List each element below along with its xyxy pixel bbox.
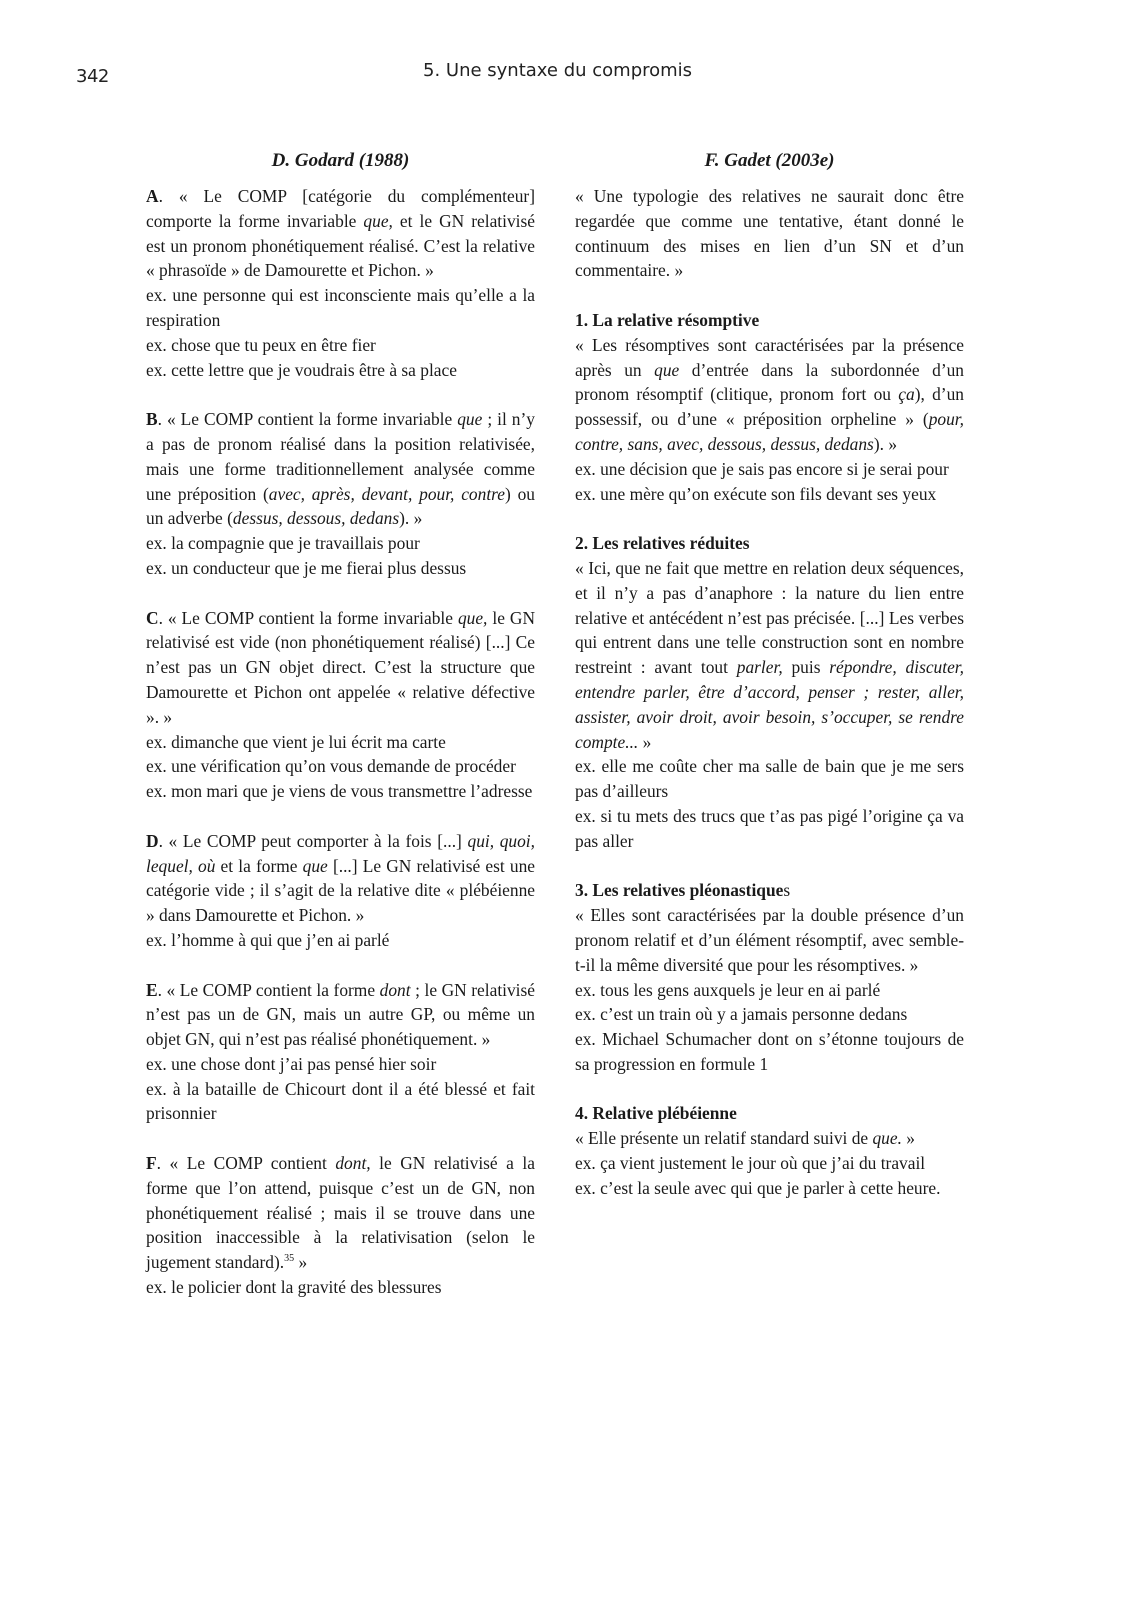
section-c xyxy=(146,606,535,804)
example-line: ex. elle me coûte cher ma salle de bain que je me sers pas d’ailleurs xyxy=(575,756,964,802)
quote-text: . « Le COMP [catégorie du complémenteur] comporte la forme invariable xyxy=(146,186,535,231)
section-heading xyxy=(575,878,964,903)
quote-text: ). » xyxy=(873,433,898,454)
heading-text: 2. Les relatives réduites xyxy=(575,533,750,554)
italic-term: ça xyxy=(898,384,915,405)
example-line: ex. l’homme à qui que j’en ai parlé xyxy=(146,929,390,950)
section-letter: B xyxy=(146,409,158,430)
quote-text: . « Le COMP peut comporter à la fois [...] xyxy=(158,830,468,851)
example-line: ex. chose que tu peux en être fier xyxy=(146,334,376,355)
quote-text: et la forme xyxy=(215,855,303,876)
heading-text: 3. Les relatives pléonastique xyxy=(575,880,784,901)
example-line: ex. Michael Schumacher dont on s’étonne toujours de sa progression en formule 1 xyxy=(575,1029,964,1074)
quote-text: ). » xyxy=(399,508,423,529)
section-2 xyxy=(575,531,964,853)
section-1 xyxy=(575,308,964,506)
intro-quote: « Une typologie des relatives ne saurait donc être regardée que comme une tentative, étant donné le continuum des mises en lien d’un SN et d’un commentaire. » xyxy=(575,186,964,281)
section-quote xyxy=(146,184,535,283)
section-heading xyxy=(575,531,964,556)
section-letter: A xyxy=(146,186,159,206)
section-letter: F xyxy=(146,1153,157,1174)
example-line: ex. mon mari que je viens de vous transmettre l’adresse xyxy=(146,781,533,802)
quote-text: « Elles sont caractérisées par la double présence d’un pronom relatif et d’un élément résomptif, avec semble-t-il la même diversité que pour les résomptives. » xyxy=(575,905,964,975)
godard-sections xyxy=(146,184,535,1300)
example-line: ex. dimanche que vient je lui écrit ma carte xyxy=(146,731,446,752)
italic-term: dont, xyxy=(335,1153,371,1174)
italic-term: que, xyxy=(363,210,393,231)
example-line: ex. à la bataille de Chicourt dont il a été blessé et fait prisonnier xyxy=(146,1078,535,1124)
example-line: ex. c’est un train où y a jamais personne dedans xyxy=(575,1004,908,1025)
section-heading xyxy=(575,308,964,333)
example-line: ex. une vérification qu’on vous demande de procéder xyxy=(146,756,516,777)
chapter-title: 5. Une syntaxe du compromis xyxy=(423,60,693,81)
example-line: ex. une personne qui est inconsciente mais qu’elle a la respiration xyxy=(146,285,535,330)
section-a xyxy=(146,184,535,382)
quote-text: ; le GN relativisé n’est pas un de GN, mais un autre GP, ou même un objet GN, qui n’est pas réalisé phonétiquement. » xyxy=(146,979,535,1050)
gadet-sections xyxy=(575,308,964,1201)
quote-text: » xyxy=(638,731,652,752)
footnote-ref[interactable]: 35 xyxy=(284,1253,295,1265)
quote-text: le GN relativisé a la forme que l’on attend, puisque c’est un de GN, non phonétiquement réalisé ; mais il se trouve dans une position inaccessible à la relativisation (selon le jugement standard). xyxy=(146,1153,535,1273)
quote-text: « Ici, que ne fait que mettre en relation deux séquences, et il n’y a pas d’anaphore : la nature du lien entre relative et antécédent n’est pas précisée. [...] Les verbes qui entrent dans une telle construction sont en nombre restreint : avant tout xyxy=(575,557,964,678)
example-line: ex. ça vient justement le jour où que j’ai du travail xyxy=(575,1153,926,1174)
example-line: ex. si tu mets des trucs que t’as pas pigé l’origine ça va pas aller xyxy=(575,805,964,851)
section-quote xyxy=(575,903,964,977)
italic-term: que, xyxy=(457,607,488,628)
page-number: 342 xyxy=(76,66,109,87)
section-d xyxy=(146,829,535,953)
italic-term: dont xyxy=(379,979,411,1000)
quote-text: « Les résomptives sont caractérisées par la présence après un xyxy=(575,334,964,380)
italic-term: que xyxy=(654,359,680,380)
quote-text: ) ou un adverbe ( xyxy=(146,483,535,529)
section-heading xyxy=(575,1101,964,1126)
example-line: ex. la compagnie que je travaillais pour xyxy=(146,533,420,554)
italic-term: qui, quoi, lequel, où xyxy=(146,830,535,876)
quote-text: puis xyxy=(782,657,830,678)
quote-text: » xyxy=(901,1128,915,1149)
example-line: ex. une chose dont j’ai pas pensé hier soir xyxy=(146,1053,437,1074)
right-column-gadet xyxy=(575,148,964,1225)
column-title: F. Gadet (2003e) xyxy=(704,150,835,171)
section-f xyxy=(146,1151,535,1300)
example-line: ex. tous les gens auxquels je leur en ai parlé xyxy=(575,979,881,1000)
example-line: ex. un conducteur que je me fierai plus dessus xyxy=(146,557,467,578)
italic-term: que xyxy=(302,855,328,876)
quote-text: ), d’un possessif, ou d’une « préposition orpheline » ( xyxy=(575,384,964,430)
section-letter: D xyxy=(146,830,159,851)
quote-text: . « Le COMP contient xyxy=(156,1153,336,1174)
quote-text: « Elle présente un relatif standard suivi de xyxy=(575,1128,873,1149)
quote-text: . « Le COMP contient la forme invariable xyxy=(158,607,458,628)
section-quote xyxy=(575,333,964,457)
quote-text: d’entrée dans la subordonnée d’un pronom résomptif (clitique, pronom fort ou xyxy=(575,359,965,405)
quote-text: le GN relativisé est vide (non phonétiquement réalisé) [...] Ce n’est pas un GN objet direct. C’est la structure que Damourette et Pichon ont appelée « relative défective ». » xyxy=(146,607,536,727)
example-line: ex. cette lettre que je voudrais être à sa place xyxy=(146,359,457,380)
example-line: ex. c’est la seule avec qui que je parler à cette heure. xyxy=(575,1177,941,1198)
section-quote xyxy=(146,1151,535,1275)
italic-term: que xyxy=(457,409,483,430)
section-3 xyxy=(575,878,964,1076)
example-line: ex. une décision que je sais pas encore si je serai pour xyxy=(575,458,949,479)
italic-term: répondre, discuter, entendre parler, être d’accord, penser ; rester, aller, assister, avoir droit, avoir besoin, s’occuper, se rendre compte... xyxy=(575,657,964,752)
quote-text: [...] Le GN relativisé est une catégorie vide ; il s’agit de la relative dite « plébéienne » dans Damourette et Pichon. » xyxy=(146,855,535,926)
section-e xyxy=(146,978,535,1127)
italic-term: avec, après, devant, pour, contre xyxy=(268,483,505,504)
section-b xyxy=(146,407,535,581)
section-4 xyxy=(575,1101,964,1200)
quote-text: » xyxy=(294,1252,308,1273)
italic-term: parler, xyxy=(736,657,783,678)
heading-text: 4. Relative plébéienne xyxy=(575,1103,737,1124)
section-letter: E xyxy=(146,979,158,1000)
section-quote xyxy=(575,1126,964,1151)
example-line: ex. une mère qu’on exécute son fils devant ses yeux xyxy=(575,483,937,504)
quote-text: ; il n’y a pas de pronom réalisé dans la position relativisée, mais une forme traditionnellement analysée comme une préposition ( xyxy=(146,409,535,504)
section-letter: C xyxy=(146,607,159,628)
example-line: ex. le policier dont la gravité des blessures xyxy=(146,1277,442,1298)
heading-text: 1. La relative résomptive xyxy=(575,309,760,330)
section-quote xyxy=(575,556,964,754)
italic-term: que. xyxy=(872,1128,902,1149)
section-quote xyxy=(146,978,535,1052)
intro-block xyxy=(575,184,964,283)
column-title: D. Godard (1988) xyxy=(271,150,410,171)
section-quote xyxy=(146,829,535,928)
quote-text: . « Le COMP contient la forme xyxy=(157,979,380,1000)
heading-tail: s xyxy=(783,880,791,901)
section-quote xyxy=(146,606,535,730)
left-column-godard xyxy=(146,148,535,1325)
quote-text: et le GN relativisé est un pronom phonétiquement réalisé. C’est la relative « phrasoïde » de Damourette et Pichon. » xyxy=(146,210,535,281)
italic-term: dessus, dessous, dedans xyxy=(232,508,400,529)
section-quote xyxy=(146,407,535,531)
quote-text: . « Le COMP contient la forme invariable xyxy=(157,409,458,430)
italic-term: pour, contre, sans, avec, dessous, dessus, dedans xyxy=(575,409,964,454)
running-header xyxy=(0,58,1131,88)
